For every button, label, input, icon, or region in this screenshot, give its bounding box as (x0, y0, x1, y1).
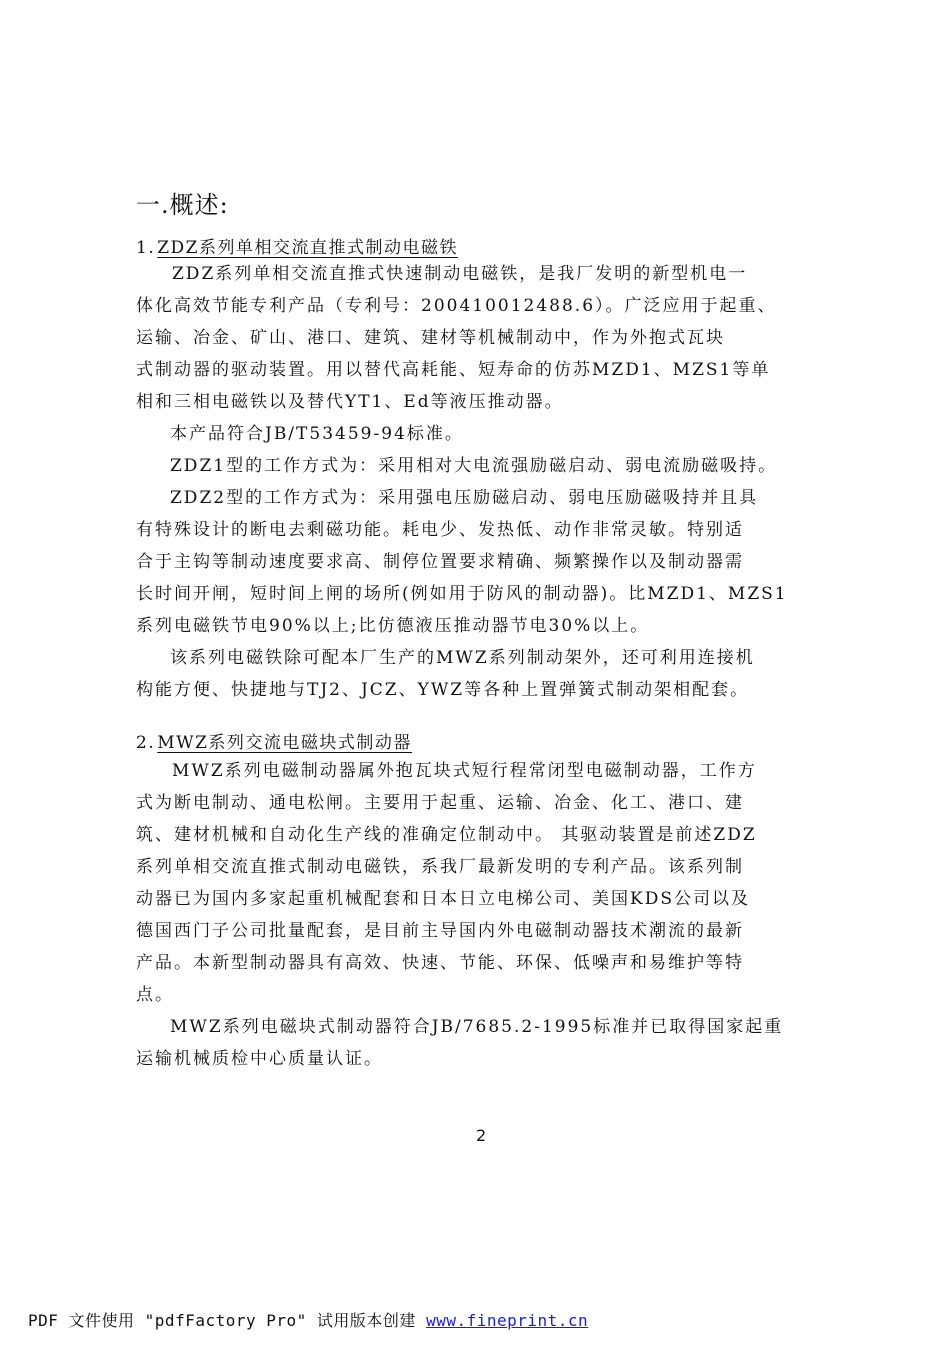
text-line: 有特殊设计的断电去剩磁功能。耗电少、发热低、动作非常灵敏。特别适 (136, 520, 744, 540)
paragraph (136, 482, 826, 642)
text-line: ZDZ1型的工作方式为：采用相对大电流强励磁启动、弱电流励磁吸持。 (170, 456, 778, 476)
footer-text: PDF 文件使用 "pdfFactory Pro" 试用版本创建 (28, 1311, 427, 1330)
text-line: 本产品符合JB/T53459-94标准。 (170, 424, 464, 444)
paragraph (136, 755, 826, 1011)
text-line: 动器已为国内多家起重机械配套和日本日立电梯公司、美国KDS公司以及 (136, 889, 750, 909)
section2-body (136, 755, 826, 1075)
text-line: 该系列电磁铁除可配本厂生产的MWZ系列制动架外，还可利用连接机 (170, 648, 755, 668)
section1-heading (136, 233, 458, 258)
text-line: 系列电磁铁节电90%以上;比仿德液压推动器节电30%以上。 (136, 616, 650, 636)
pdf-footer (28, 1308, 588, 1331)
text-line: ZDZ系列单相交流直推式快速制动电磁铁，是我厂发明的新型机电一 (172, 264, 748, 284)
text-line: 体化高效节能专利产品（专利号：200410012488.6）。广泛应用于起重、 (136, 296, 777, 316)
text-line: 长时间开闸，短时间上闸的场所(例如用于防风的制动器)。比MZD1、MZS1 (136, 584, 788, 604)
text-line: ZDZ2型的工作方式为：采用强电压励磁启动、弱电压励磁吸持并且具 (170, 488, 759, 508)
text-line: 构能方便、快捷地与TJ2、JCZ、YWZ等各种上置弹簧式制动架相配套。 (136, 680, 750, 700)
text-line: 系列单相交流直推式制动电磁铁，系我厂最新发明的专利产品。该系列制 (136, 857, 744, 877)
text-line: 运输、冶金、矿山、港口、建筑、建材等机械制动中，作为外抱式瓦块 (136, 328, 725, 348)
text-line: MWZ系列电磁块式制动器符合JB/7685.2-1995标准并已取得国家起重 (170, 1017, 784, 1037)
text-line: 式为断电制动、通电松闸。主要用于起重、运输、冶金、化工、港口、建 (136, 793, 744, 813)
paragraph (136, 642, 826, 706)
section2-heading-text: MWZ系列交流电磁块式制动器 (157, 733, 412, 753)
section1-number: 1. (136, 238, 156, 258)
paragraph (136, 450, 826, 482)
text-line: 运输机械质检中心质量认证。 (136, 1049, 383, 1069)
page-number: 2 (476, 1126, 487, 1145)
text-line: 合于主钩等制动速度要求高、制停位置要求精确、频繁操作以及制动器需 (136, 552, 744, 572)
text-line: 式制动器的驱动装置。用以替代高耗能、短寿命的仿苏MZD1、MZS1等单 (136, 360, 771, 380)
footer-link[interactable]: www.fineprint.cn (426, 1311, 589, 1330)
section1-body (136, 258, 826, 706)
section2-number: 2. (136, 733, 156, 753)
paragraph (136, 1011, 826, 1075)
text-line: 德国西门子公司批量配套，是目前主导国内外电磁制动器技术潮流的最新 (136, 921, 744, 941)
paragraph (136, 258, 826, 418)
text-line: 相和三相电磁铁以及替代YT1、Ed等液压推动器。 (136, 392, 564, 412)
text-line: 筑、建材机械和自动化生产线的准确定位制动中。 其驱动装置是前述ZDZ (136, 825, 757, 845)
paragraph (136, 418, 826, 450)
section1-heading-text: ZDZ系列单相交流直推式制动电磁铁 (157, 238, 458, 258)
section-title: 一.概述: (136, 191, 229, 219)
text-line: MWZ系列电磁制动器属外抱瓦块式短行程常闭型电磁制动器，工作方 (172, 761, 757, 781)
section2-heading (136, 728, 412, 753)
text-line: 点。 (136, 985, 174, 1005)
text-line: 产品。本新型制动器具有高效、快速、节能、环保、低噪声和易维护等特 (136, 953, 744, 973)
